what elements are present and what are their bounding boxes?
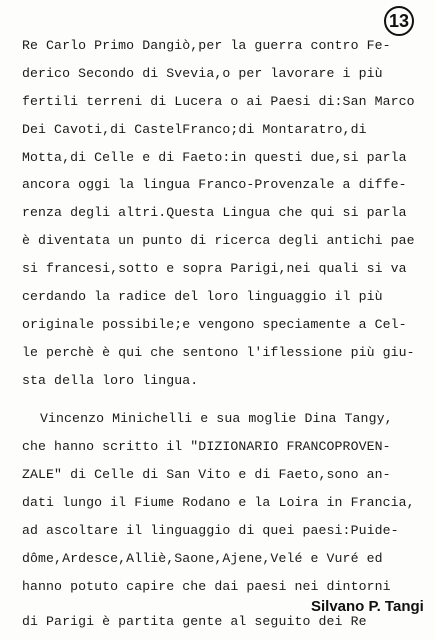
text-line: ZALE" di Celle di San Vito e di Faeto,sono an-	[22, 467, 391, 482]
text-line: Vincenzo Minichelli e sua moglie Dina Tangy,	[40, 411, 393, 426]
text-line: dati lungo il Fiume Rodano e la Loira in Francia,	[22, 495, 415, 510]
text-line: fertili terreni di Lucera o ai Paesi di:San Marco	[22, 94, 415, 109]
text-line: derico Secondo di Svevia,o per lavorare i più	[22, 66, 383, 81]
text-line: dôme,Ardesce,Alliè,Saone,Ajene,Velé e Vuré ed	[22, 551, 383, 566]
text-line: ad ascoltare il linguaggio di quei paesi:Puide-	[22, 523, 399, 538]
text-line: originale possibile;e vengono speciamente a Cel-	[22, 317, 407, 332]
text-line: le perchè è qui che sentono l'iflessione più giu-	[22, 345, 415, 360]
text-line: sta della loro lingua.	[22, 373, 199, 388]
text-line: di Parigi è partita gente al seguito dei Re	[22, 614, 367, 629]
text-line: ancora oggi la lingua Franco-Provenzale a diffe-	[22, 177, 407, 192]
text-line: renza degli altri.Questa Lingua che qui si parla	[22, 205, 407, 220]
page-number: 13	[384, 6, 414, 36]
text-line: Motta,di Celle e di Faeto:in questi due,si parla	[22, 150, 407, 165]
text-line: hanno potuto capire che dai paesi nei dintorni	[22, 579, 391, 594]
text-line: che hanno scritto il "DIZIONARIO FRANCOPROVEN-	[22, 439, 391, 454]
text-line: Dei Cavoti,di CastelFranco;di Montaratro,di	[22, 122, 367, 137]
text-line: Re Carlo Primo Dangiò,per la guerra contro Fe-	[22, 38, 391, 53]
text-line: si francesi,sotto e sopra Parigi,nei quali si va	[22, 261, 407, 276]
text-line: cerdando la radice del loro linguaggio il più	[22, 289, 383, 304]
text-line: è diventata un punto di ricerca degli antichi pae	[22, 233, 415, 248]
signature: Silvano P. Tangi	[311, 598, 424, 615]
